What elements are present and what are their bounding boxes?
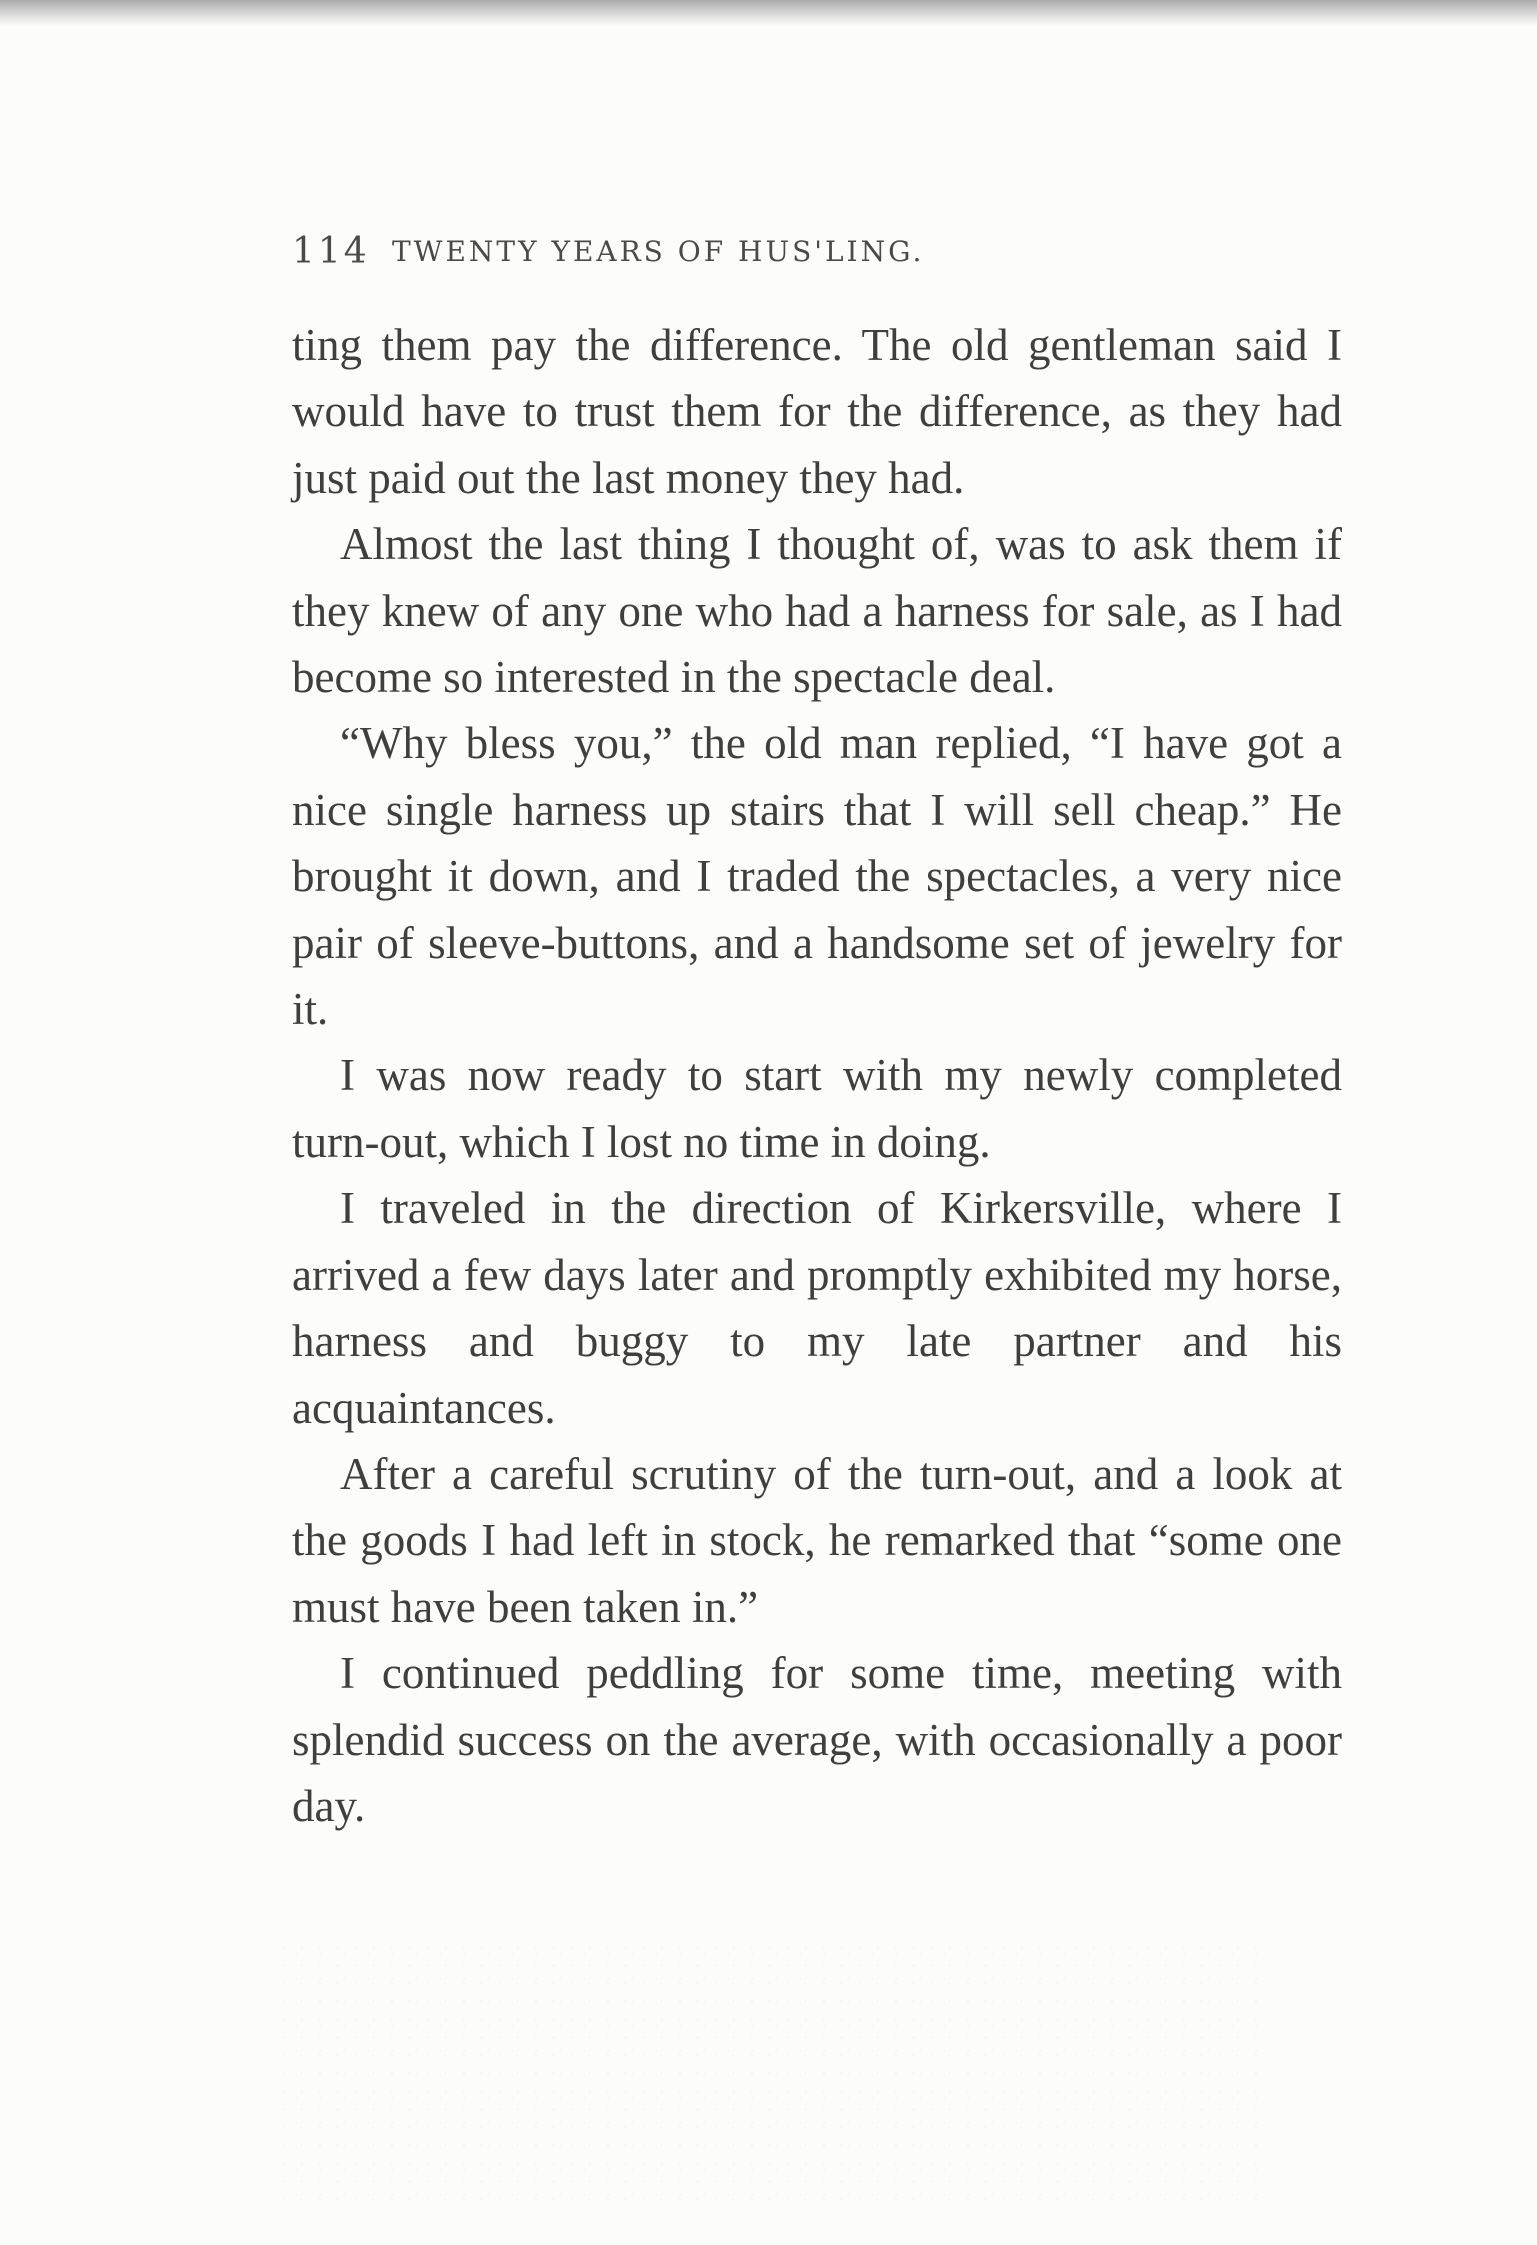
scan-edge (0, 0, 1537, 26)
paragraph-peddling: I continued peddling for some time, meeting with splendid success on the average, with occasionally a poor day. (292, 1648, 1342, 1831)
paragraph-harness-question: Almost the last thing I thought of, was to ask them if they knew of any one who had a harness for sale, as I had become so interested in the spectacle deal. (292, 519, 1342, 703)
page-number: 114 (292, 231, 370, 272)
running-title: TWENTY YEARS OF HUS'LING. (392, 235, 925, 268)
paragraph-continuation: ting them pay the difference. The old gentleman said I would have to trust them for the difference, as they had just paid out the last money they had. (292, 320, 1342, 503)
paragraph-kirkersville: I traveled in the direction of Kirkersville, where I arrived a few days later and promptly exhibited my horse, harness and buggy to my late partner and his acquaintances. (292, 1183, 1342, 1433)
paragraph-scrutiny: After a careful scrutiny of the turn-out, and a look at the goods I had left in stock, he remarked that “some one must have been taken in.” (292, 1448, 1342, 1632)
paragraph-turnout-ready: I was now ready to start with my newly completed turn-out, which I lost no time in doing. (292, 1050, 1342, 1167)
body-text (292, 312, 1342, 1972)
page-header (292, 224, 1342, 280)
paragraph-old-man-reply: “Why bless you,” the old man replied, “I have got a nice single harness up stairs that I will sell cheap.” He brought it down, and I traded the spectacles, a very nice pair of sleeve-buttons, and a handsome set of jewelry for it. (292, 718, 1342, 1035)
paper-texture (280, 1940, 1270, 2200)
